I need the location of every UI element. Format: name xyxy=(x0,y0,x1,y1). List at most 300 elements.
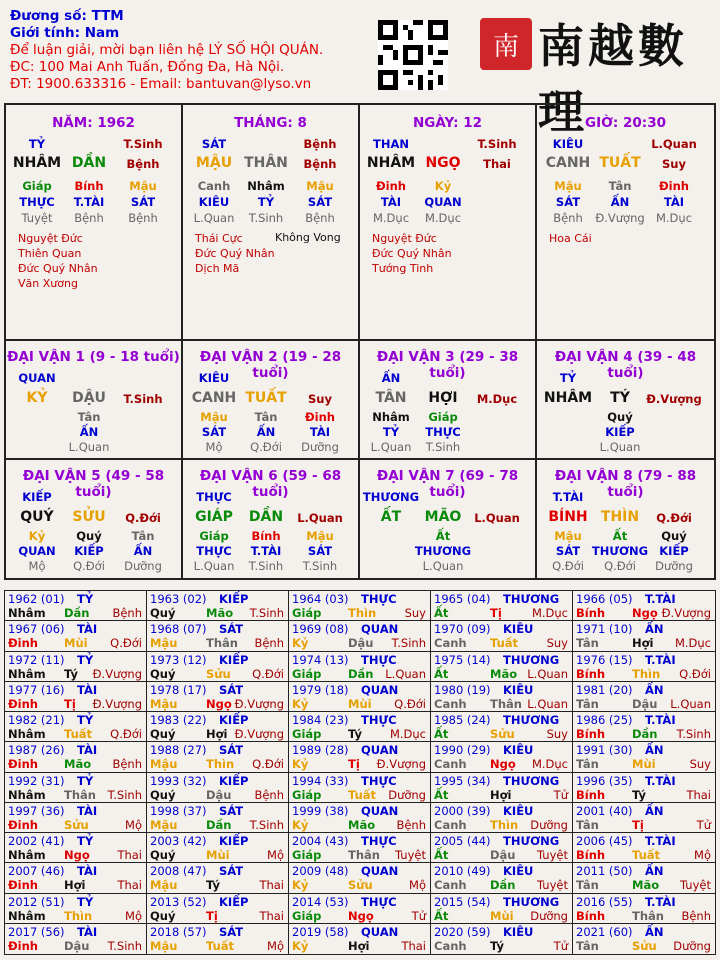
luck-hidden-value: SÁT xyxy=(555,544,581,558)
pillar-value: DẦN xyxy=(71,155,107,171)
year-branch: Mão xyxy=(632,878,660,893)
year-branch: Hợi xyxy=(206,727,228,741)
luck-hidden-value: Dưỡng xyxy=(655,559,693,573)
year-branch: Thìn xyxy=(206,757,235,772)
luck-stem: KỶ xyxy=(26,390,48,406)
year-stage: Mộ xyxy=(267,938,284,953)
year-cell xyxy=(573,621,715,651)
pillar-value: QUAN xyxy=(424,195,462,209)
luck-hidden-value: TÀI xyxy=(309,425,331,439)
year-god: T.TÀI xyxy=(645,894,676,909)
year-label: 2014 (53) xyxy=(292,894,349,909)
year-label: 1997 (36) xyxy=(8,803,65,818)
luck-hidden-value: ẤN xyxy=(133,544,153,558)
year-stem: Canh xyxy=(434,636,467,651)
pillar-value: CANH xyxy=(545,155,591,171)
year-stage: T.Sinh xyxy=(249,817,284,832)
year-label: 1968 (07) xyxy=(150,622,207,637)
year-branch: Mão xyxy=(490,666,518,681)
year-cell xyxy=(573,863,715,893)
luck-hidden-value: Q.Đới xyxy=(73,559,105,573)
contact-address: ĐC: 100 Mai Anh Tuấn, Đống Đa, Hà Nội. xyxy=(10,59,285,75)
luck-hidden-value: Mộ xyxy=(28,559,46,573)
luck-hidden-value: THƯƠNG xyxy=(591,544,649,558)
year-god: TÀI xyxy=(77,743,98,758)
year-label: 2020 (59) xyxy=(434,924,491,939)
year-cell xyxy=(5,803,147,833)
year-cell xyxy=(289,894,431,924)
year-god: SÁT xyxy=(219,924,244,939)
year-god: ẤN xyxy=(645,924,664,939)
year-cell xyxy=(289,652,431,682)
year-stage: Dưỡng xyxy=(673,938,711,953)
year-label: 2013 (52) xyxy=(150,894,207,909)
pillar-value: SÁT xyxy=(307,195,333,209)
pillar-value: THÂN xyxy=(244,155,288,171)
star-label: Đức Quý Nhân xyxy=(372,247,452,260)
owner-name: Đương số: TTM xyxy=(10,8,124,24)
year-stage: Tử xyxy=(553,787,568,802)
year-branch: Mão xyxy=(64,757,92,772)
year-cell xyxy=(573,894,715,924)
pillar-value: Đ.Vượng xyxy=(595,211,645,225)
pillar-title: NGÀY: 12 xyxy=(412,115,483,131)
year-stage: T.Sinh xyxy=(249,606,284,620)
year-stem: Quý xyxy=(150,908,176,923)
year-branch: Thân xyxy=(206,636,238,651)
year-stem: Ất xyxy=(434,787,449,802)
year-branch: Thân xyxy=(490,696,522,711)
year-stem: Đinh xyxy=(8,696,38,711)
luck-hidden-value: Q.Đới xyxy=(250,440,282,454)
year-stage: Thai xyxy=(117,848,142,862)
year-stem: Giáp xyxy=(292,727,322,741)
year-god: KIẾP xyxy=(219,652,249,667)
luck-stage: M.Dục xyxy=(476,392,518,406)
year-cell xyxy=(431,621,573,651)
year-branch: Tý xyxy=(490,938,504,953)
year-god: T.TÀI xyxy=(645,834,676,848)
year-branch: Ngọ xyxy=(348,908,374,923)
year-branch: Hợi xyxy=(64,878,86,893)
star-label: Văn Xương xyxy=(18,277,78,290)
year-label: 2011 (50) xyxy=(576,864,633,879)
year-stem: Bính xyxy=(576,787,606,802)
luck-branch: TÝ xyxy=(610,390,630,406)
year-stage: M.Dục xyxy=(389,727,426,741)
pillar-value: Bệnh xyxy=(74,211,104,225)
year-god: TÀI xyxy=(77,924,98,939)
pillar-value: Giáp xyxy=(22,179,52,193)
year-branch: Dậu xyxy=(64,938,90,953)
year-stem: Ất xyxy=(434,908,449,923)
luck-top-god: KIÊU xyxy=(198,371,230,385)
year-stage: T.Sinh xyxy=(107,787,142,802)
star-label: Nguyệt Đức xyxy=(18,232,83,245)
luck-stem: ẤT xyxy=(380,509,402,525)
pillar-value: Bệnh xyxy=(128,211,158,225)
year-stage: Bệnh xyxy=(254,787,284,802)
year-stem: Đinh xyxy=(8,757,38,772)
year-label: 2010 (49) xyxy=(434,864,491,879)
year-god: TÀI xyxy=(77,803,98,818)
year-stem: Giáp xyxy=(292,848,322,862)
luck-hidden-value: Giáp xyxy=(428,410,458,424)
pillar-stars xyxy=(549,231,592,246)
year-stage: Bệnh xyxy=(681,908,711,923)
year-god: SÁT xyxy=(219,682,244,697)
year-god: T.TÀI xyxy=(645,592,676,606)
year-god: TÀI xyxy=(77,682,98,697)
pillar-cell xyxy=(183,105,360,341)
luck-branch: HỢI xyxy=(428,390,458,406)
year-god: KIẾP xyxy=(219,773,249,788)
year-label: 1969 (08) xyxy=(292,622,349,637)
luck-stem: QUÝ xyxy=(20,509,54,525)
year-stage: M.Dục xyxy=(531,757,568,772)
year-stem: Kỷ xyxy=(292,757,309,772)
year-label: 1979 (18) xyxy=(292,682,349,697)
year-stage: Mộ xyxy=(125,908,142,923)
luck-period-title: ĐẠI VẬN 7 (69 - 78 tuổi) xyxy=(376,468,519,500)
year-god: ẤN xyxy=(645,864,664,879)
year-branch: Mùi xyxy=(632,757,656,772)
year-label: 1971 (10) xyxy=(576,622,633,637)
year-cell xyxy=(289,924,431,954)
year-label: 1987 (26) xyxy=(8,743,65,758)
year-god: QUAN xyxy=(361,864,399,879)
year-label: 2017 (56) xyxy=(8,924,65,939)
year-god: THƯƠNG xyxy=(503,834,560,848)
luck-hidden-value: Tân xyxy=(77,410,101,424)
year-cell xyxy=(431,894,573,924)
luck-stem: TÂN xyxy=(375,390,407,406)
year-god: KIẾP xyxy=(219,894,249,909)
year-stage: Dưỡng xyxy=(530,908,568,923)
year-stem: Nhâm xyxy=(8,606,46,620)
pillar-value: NHÂM xyxy=(366,155,416,171)
pillar-value: THAN xyxy=(373,137,409,151)
year-stem: Mậu xyxy=(150,817,178,832)
luck-hidden-value: L.Quan xyxy=(422,559,464,573)
luck-hidden-value: Quý xyxy=(607,410,633,424)
pillar-value: Tuyệt xyxy=(21,211,53,225)
pillar-value: SÁT xyxy=(201,137,227,151)
luck-hidden-value: ẤN xyxy=(256,425,276,439)
year-label: 1966 (05) xyxy=(576,592,633,606)
pillar-value: TÀI xyxy=(663,195,685,209)
luck-hidden-value: Q.Đới xyxy=(604,559,636,573)
year-branch: Tị xyxy=(348,757,360,772)
year-branch: Dần xyxy=(64,606,90,620)
luck-hidden-value: KIẾP xyxy=(74,544,104,558)
year-stage: Q.Đới xyxy=(394,696,426,711)
year-branch: Tý xyxy=(632,787,646,802)
year-stem: Ất xyxy=(434,727,449,741)
year-label: 1967 (06) xyxy=(8,622,65,637)
year-cell xyxy=(573,742,715,772)
pillar-value: SÁT xyxy=(130,195,156,209)
year-cell xyxy=(147,773,289,803)
luck-period-cell xyxy=(6,460,183,579)
luck-hidden-value: Mậu xyxy=(200,410,228,424)
year-god: T.TÀI xyxy=(645,652,676,667)
luck-hidden-value: Đinh xyxy=(305,410,335,424)
year-god: ẤN xyxy=(645,682,664,697)
year-label: 2002 (41) xyxy=(8,834,65,848)
year-stem: Ất xyxy=(434,666,449,681)
luck-hidden-value: KIẾP xyxy=(605,425,635,439)
year-branch: Mùi xyxy=(348,696,372,711)
luck-hidden-value: L.Quan xyxy=(370,440,412,454)
year-stem: Ất xyxy=(434,606,449,620)
pillar-stars xyxy=(18,231,98,291)
luck-branch: THÌN xyxy=(600,509,640,525)
luck-hidden-value: THƯƠNG xyxy=(414,544,472,558)
luck-hidden-value: THỰC xyxy=(425,425,461,439)
year-stem: Quý xyxy=(150,848,176,862)
year-god: THƯƠNG xyxy=(503,773,560,788)
year-stem: Bính xyxy=(576,908,606,923)
year-god: THỰC xyxy=(361,652,397,667)
year-label: 1976 (15) xyxy=(576,652,633,667)
pillar-value: TUẤT xyxy=(599,155,641,171)
pillar-value: M.Dục xyxy=(655,211,693,225)
year-label: 1992 (31) xyxy=(8,773,65,788)
year-stage: Thai xyxy=(401,938,426,953)
year-stem: Đinh xyxy=(8,817,38,832)
luck-hidden-value: T.Sinh xyxy=(425,440,461,454)
luck-stage: Đ.Vượng xyxy=(646,392,702,406)
year-god: KIÊU xyxy=(503,864,534,879)
qr-code-icon xyxy=(378,20,448,90)
year-god: THỰC xyxy=(361,894,397,909)
year-god: KIÊU xyxy=(503,682,534,697)
year-god: T.TÀI xyxy=(645,773,676,788)
year-label: 1984 (23) xyxy=(292,713,349,727)
luck-period-cell xyxy=(360,341,537,460)
year-stem: Đinh xyxy=(8,878,38,893)
year-stage: Mộ xyxy=(409,878,426,893)
year-branch: Thìn xyxy=(632,666,661,681)
year-stem: Tân xyxy=(576,757,599,772)
year-label: 2021 (60) xyxy=(576,924,633,939)
luck-hidden-value: Mậu xyxy=(554,529,582,543)
star-label: Thiên Quan xyxy=(18,247,82,260)
year-god: QUAN xyxy=(361,622,399,637)
year-stage: Thai xyxy=(117,878,142,893)
luck-hidden-value: Mậu xyxy=(306,529,334,543)
year-label: 1996 (35) xyxy=(576,773,633,788)
year-god: ẤN xyxy=(645,803,664,818)
year-stage: Thai xyxy=(259,908,284,923)
year-label: 1989 (28) xyxy=(292,743,349,758)
year-cell xyxy=(573,924,715,954)
pillar-value: TỶ xyxy=(257,195,275,209)
year-stem: Kỷ xyxy=(292,817,309,832)
year-label: 2012 (51) xyxy=(8,894,65,909)
luck-stage: Suy xyxy=(308,392,332,406)
year-label: 1977 (16) xyxy=(8,682,65,697)
pillar-value: M.Dục xyxy=(424,211,462,225)
year-stem: Canh xyxy=(434,696,467,711)
year-label: 2000 (39) xyxy=(434,803,491,818)
luck-branch: MÃO xyxy=(424,509,462,525)
luck-hidden-value: QUAN xyxy=(18,544,56,558)
contact-phone-email: ĐT: 1900.633316 - Email: bantuvan@lyso.vn xyxy=(10,76,312,92)
year-cell xyxy=(147,591,289,621)
star-label: Đức Quý Nhân xyxy=(195,247,275,260)
pillar-value: MẬU xyxy=(195,155,233,171)
year-branch: Thìn xyxy=(490,817,519,832)
luck-hidden-value: T.Sinh xyxy=(302,559,338,573)
year-cell xyxy=(5,652,147,682)
year-stage: Q.Đới xyxy=(252,757,284,772)
year-stage: Đ.Vượng xyxy=(92,666,142,681)
year-cell xyxy=(147,894,289,924)
year-branch: Mùi xyxy=(490,908,514,923)
year-branch: Tị xyxy=(632,817,644,832)
year-label: 1963 (02) xyxy=(150,592,207,606)
year-stage: Đ.Vượng xyxy=(234,696,284,711)
year-stage: Q.Đới xyxy=(252,666,284,681)
year-god: ẤN xyxy=(645,622,664,637)
year-stem: Đinh xyxy=(8,938,38,953)
year-label: 1988 (27) xyxy=(150,743,207,758)
year-god: TỶ xyxy=(77,713,94,727)
year-label: 1962 (01) xyxy=(8,592,65,606)
seal-stamp: 南 xyxy=(480,18,532,70)
year-cell xyxy=(289,803,431,833)
year-stem: Đinh xyxy=(8,636,38,651)
yearly-luck-table xyxy=(4,590,716,955)
year-branch: Ngọ xyxy=(490,757,516,772)
year-god: SÁT xyxy=(219,803,244,818)
year-stage: Suy xyxy=(404,606,426,620)
year-branch: Tuất xyxy=(348,787,377,802)
year-cell xyxy=(431,742,573,772)
year-stage: Tử xyxy=(696,817,711,832)
year-branch: Tuất xyxy=(64,727,93,741)
pillar-value: Suy xyxy=(662,157,686,171)
year-branch: Tị xyxy=(64,696,76,711)
luck-branch: DẬU xyxy=(72,390,106,406)
year-branch: Mão xyxy=(206,606,234,620)
year-cell xyxy=(147,621,289,651)
year-god: SÁT xyxy=(219,743,244,758)
year-stem: Kỷ xyxy=(292,938,309,953)
luck-hidden-value: L.Quan xyxy=(68,440,110,454)
year-stem: Tân xyxy=(576,938,599,953)
luck-stem: CANH xyxy=(191,390,237,406)
year-god: QUAN xyxy=(361,682,399,697)
pillar-value: Mậu xyxy=(554,179,582,193)
year-stem: Nhâm xyxy=(8,666,46,681)
year-stage: Tuyệt xyxy=(537,848,568,862)
year-branch: Thìn xyxy=(64,908,93,923)
year-label: 2015 (54) xyxy=(434,894,491,909)
year-label: 2006 (45) xyxy=(576,834,633,848)
year-label: 1994 (33) xyxy=(292,773,349,788)
luck-hidden-value: Bính xyxy=(251,529,281,543)
year-branch: Mùi xyxy=(64,636,88,651)
year-stage: Tuyệt xyxy=(680,878,711,893)
year-stage: Tử xyxy=(411,908,426,923)
pillar-title: GIỜ: 20:30 xyxy=(585,115,666,131)
luck-top-god: T.TÀI xyxy=(552,490,584,504)
year-stage: Q.Đới xyxy=(110,636,142,651)
luck-hidden-value: ẤN xyxy=(79,425,99,439)
luck-hidden-value: L.Quan xyxy=(599,440,641,454)
year-label: 1970 (09) xyxy=(434,622,491,637)
pillar-value: KIÊU xyxy=(198,195,230,209)
luck-hidden-value: SÁT xyxy=(307,544,333,558)
year-stem: Bính xyxy=(576,727,606,741)
year-label: 1991 (30) xyxy=(576,743,633,758)
pillar-value: L.Quan xyxy=(651,137,697,151)
year-stem: Giáp xyxy=(292,787,322,802)
year-cell xyxy=(5,924,147,954)
year-branch: Dần xyxy=(206,817,232,832)
star-label: Dịch Mã xyxy=(195,262,240,275)
year-stage: Q.Đới xyxy=(679,666,711,681)
luck-top-god: KIẾP xyxy=(22,490,52,504)
luck-branch: DẦN xyxy=(248,509,284,525)
pillar-value: L.Quan xyxy=(193,211,235,225)
luck-period-title: ĐẠI VẬN 1 (9 - 18 tuổi) xyxy=(7,349,180,365)
pillar-title: NĂM: 1962 xyxy=(52,115,135,131)
star-label: Tướng Tinh xyxy=(372,262,434,275)
year-label: 1982 (21) xyxy=(8,713,65,727)
year-stage: T.Sinh xyxy=(676,727,711,741)
year-branch: Hợi xyxy=(632,636,654,651)
luck-top-god: ẤN xyxy=(381,371,401,385)
year-stage: Dưỡng xyxy=(530,817,568,832)
luck-hidden-value: T.TÀI xyxy=(250,544,282,558)
year-cell xyxy=(147,712,289,742)
year-god: TÀI xyxy=(77,622,98,637)
luck-hidden-value: Tân xyxy=(254,410,278,424)
year-label: 1983 (22) xyxy=(150,713,207,727)
year-stage: Suy xyxy=(689,757,711,772)
year-stem: Quý xyxy=(150,787,176,802)
luck-period-title: ĐẠI VẬN 5 (49 - 58 tuổi) xyxy=(22,468,165,500)
year-stage: L.Quan xyxy=(385,666,426,681)
year-label: 1985 (24) xyxy=(434,713,491,727)
pillar-value: Mậu xyxy=(129,179,157,193)
year-branch: Sửu xyxy=(348,878,373,893)
year-god: T.TÀI xyxy=(645,713,676,727)
year-branch: Tý xyxy=(64,666,78,681)
year-label: 1980 (19) xyxy=(434,682,491,697)
pillar-cell xyxy=(6,105,183,341)
year-label: 2008 (47) xyxy=(150,864,207,879)
luck-period-cell xyxy=(183,341,360,460)
year-stem: Ất xyxy=(434,848,449,862)
year-stem: Mậu xyxy=(150,757,178,772)
pillar-stars xyxy=(372,231,452,276)
contact-note: Để luận giải, mời bạn liên hệ LÝ SỐ HỘI QUÁN. xyxy=(10,42,324,58)
pillar-value: KIÊU xyxy=(552,137,584,151)
year-branch: Ngọ xyxy=(64,848,90,862)
star-label-secondary: Không Vong xyxy=(275,231,341,244)
year-cell xyxy=(289,863,431,893)
year-cell xyxy=(431,682,573,712)
year-label: 2019 (58) xyxy=(292,924,349,939)
pillar-value: Bệnh xyxy=(303,157,337,171)
luck-top-god: QUAN xyxy=(18,371,56,385)
owner-info xyxy=(10,8,360,93)
